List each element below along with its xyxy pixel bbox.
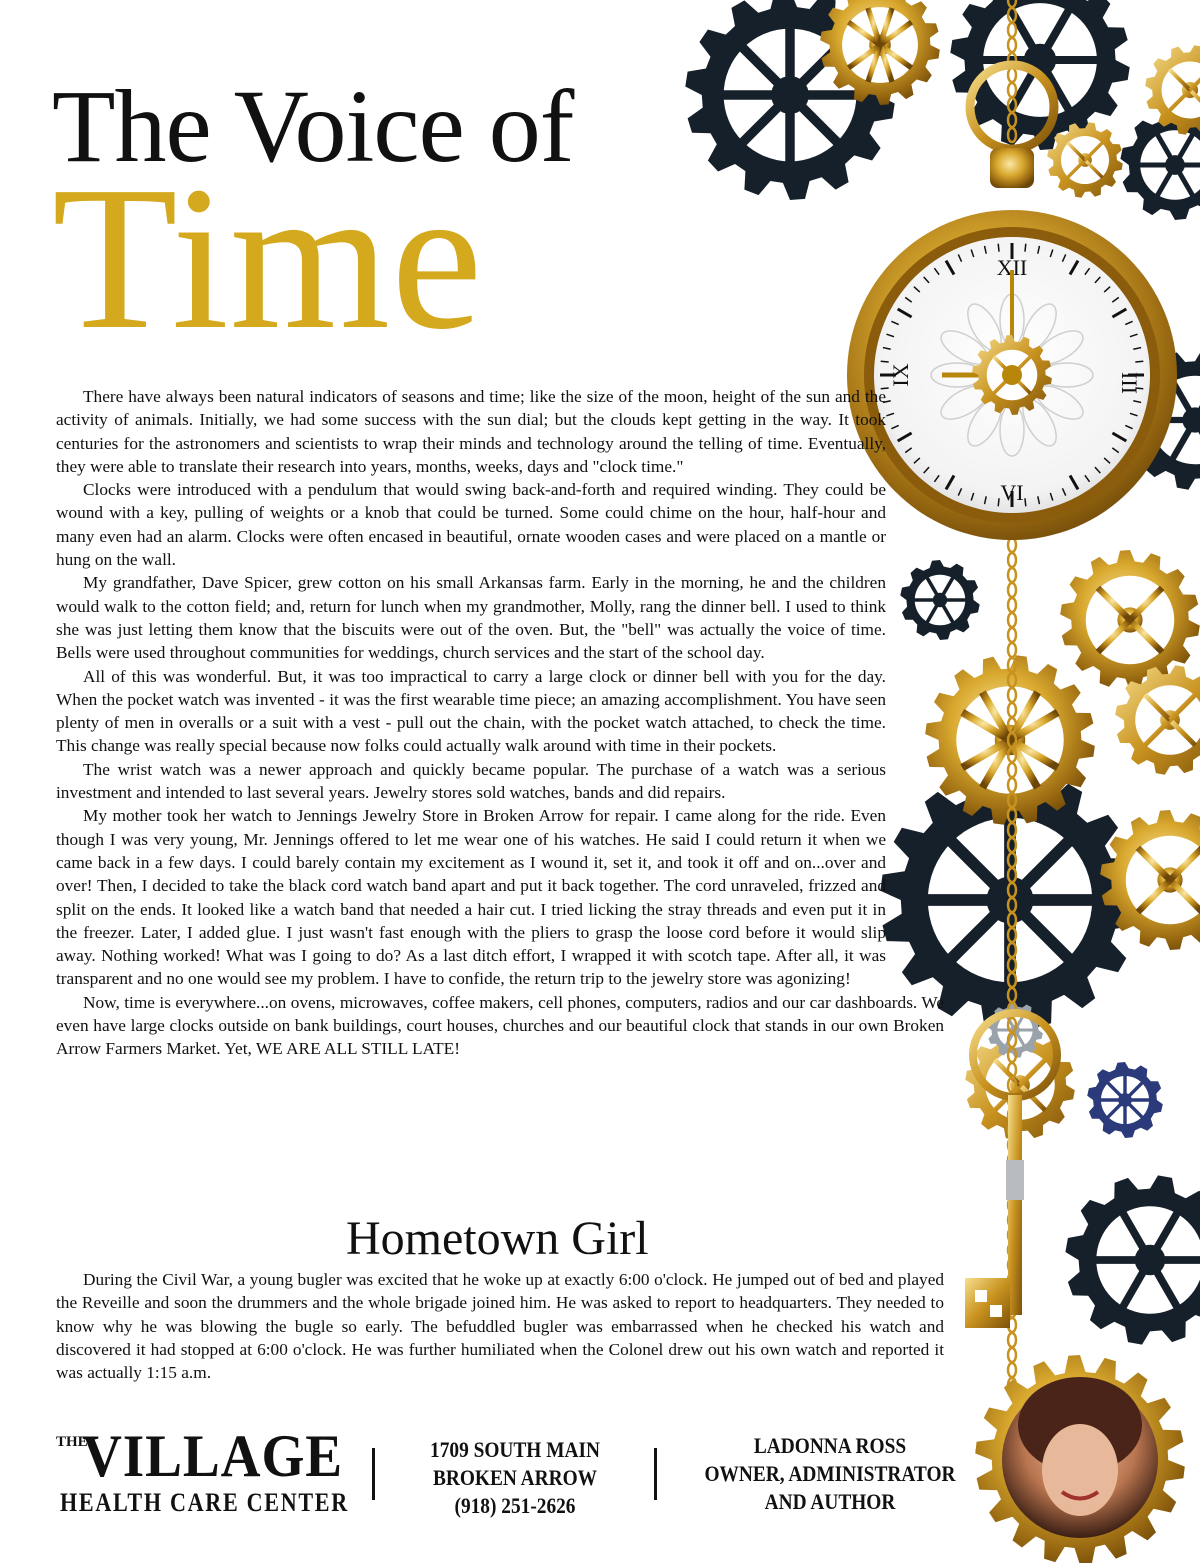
author-name: LADONNA ROSS xyxy=(753,1433,907,1458)
title-line-2: Time xyxy=(52,143,484,372)
clock-numeral: XII xyxy=(996,255,1028,280)
chain-icon xyxy=(1008,628,1016,642)
chain-icon xyxy=(1008,1333,1016,1347)
author-title-2: AND AUTHOR xyxy=(764,1489,896,1514)
chain-icon xyxy=(1008,1363,1016,1377)
logo-subtitle: HEALTH CARE CENTER xyxy=(60,1488,349,1517)
address-block xyxy=(423,1436,608,1520)
address-line-2: BROKEN ARROW xyxy=(432,1465,598,1490)
gear-icon xyxy=(900,560,979,640)
paragraph: My mother took her watch to Jennings Jewelry Store in Broken Arrow for repair. I came along for the ride. Even though I was very young, Mr. Jennings offered to let me wear one of his watches. He said I could return it when we came back in a few days. I could barely contain my excitement as I wound it, set it, and took it off and on...over and over! Then, I decided to take the black cord watch band apart and put it back together. The cord unraveled, frizzed and split on the ends. It looked like a watch band that needed a hair cut. I tried licking the stray threads and even put it in the freezer. Later, I added glue. I just wasn't fast enough with the pliers to grasp the loose cord before it would slip away. Nothing worked! What was I going to do? As a last ditch effort, I wrapped it with scotch tape. After all, it was transparent and no one would see my problem. I have to confide, the return trip to the jewelry store was agonizing! xyxy=(56,806,886,989)
divider xyxy=(372,1448,375,1500)
author-portrait xyxy=(975,1355,1185,1563)
clock-numeral: IX xyxy=(888,363,913,387)
logo-village: VILLAGE xyxy=(82,1423,344,1489)
clock-numeral: III xyxy=(1117,372,1142,394)
paragraph: My grandfather, Dave Spicer, grew cotton on his small Arkansas farm. Early in the morning, he and the children would walk to the cotton field; and, return for lunch when my grandmother, Molly, rang the dinner bell. I used to think she was just letting them know that the biscuits were out of the oven. But, the "bell" was actually the voice of time. Bells were used throughout communities for weddings, church services and the start of the school day. xyxy=(56,573,886,663)
paragraph: During the Civil War, a young bugler was excited that he woke up at exactly 6:00 o'clock. He jumped out of bed and played the Reveille and soon the drummers and the whole brigade joined him. He was asked to report to headquarters. They needed to know why he was blowing the bugle so early. The befuddled bugler was embarrassed when he checked his watch and discovered it had stopped at 6:00 o'clock. He was further humiliated when the Colonel drew out his own watch and reported it was actually 1:15 a.m. xyxy=(56,1270,944,1383)
footer xyxy=(0,1423,1000,1528)
chain-icon xyxy=(1008,538,1016,552)
chain-icon xyxy=(1008,643,1016,657)
chain-icon xyxy=(1008,1348,1016,1362)
divider xyxy=(654,1448,657,1500)
author-block xyxy=(702,1432,957,1516)
paragraph: Now, time is everywhere...on ovens, microwaves, coffee makers, cell phones, computers, radios and our car dashboards. We even have large clocks outside on bank buildings, court houses, churches and our beautiful clock that stands in our own Broken Arrow Farmers Market. Yet, WE ARE ALL STILL LATE! xyxy=(56,992,944,1059)
story-body xyxy=(56,1268,944,1384)
chain-icon xyxy=(1008,598,1016,612)
title-line-1: The Voice of xyxy=(52,69,574,184)
gear-icon xyxy=(1145,45,1200,135)
address-line-1: 1709 SOUTH MAIN xyxy=(430,1437,600,1462)
paragraph: There have always been natural indicators of seasons and time; like the size of the moon, height of the sun and the activity of animals. Initially, we had some success with the sun dial; but the clouds kept getting in the way. It took centuries for the astronomers and scientists to wrap their minds and technology around the telling of time. Eventually, they were able to translate their research into years, months, weeks, days and "clock time." xyxy=(56,387,886,476)
phone-number: (918) 251-2626 xyxy=(454,1493,576,1518)
clock-numeral: VI xyxy=(1000,480,1024,505)
gear-icon xyxy=(1087,1062,1163,1138)
section-heading: Hometown Girl xyxy=(346,1212,649,1265)
article-body xyxy=(56,385,944,1061)
paragraph: Clocks were introduced with a pendulum that would swing back-and-forth and required winding. They could be wound with a key, pulling of weights or a knob that could be turned. Some could chime on the hour, half-hour and many even had an alarm. Clocks were often encased in beautiful, ornate wooden cases and were placed on a mantle or hung on the wall. xyxy=(56,480,886,570)
paragraph: All of this was wonderful. But, it was too impractical to carry a large clock or dinner bell with you for the day. When the pocket watch was invented - it was the first wearable time piece; an amazing accomplishment. You have seen plenty of men in overalls or a suit with a vest - pull out the chain, with the pocket watch attached, to check the time. This change was really special because now folks could actually walk around with time in their pockets. xyxy=(56,666,886,756)
chain-icon xyxy=(1008,613,1016,627)
chain-icon xyxy=(1008,553,1016,567)
chain-icon xyxy=(1008,568,1016,582)
logo-the: THE xyxy=(56,1434,88,1450)
gear-icon xyxy=(1065,1175,1200,1344)
author-title-1: OWNER, ADMINISTRATOR xyxy=(704,1461,956,1486)
gear-icon xyxy=(1047,122,1123,198)
chain-icon xyxy=(1008,583,1016,597)
paragraph: The wrist watch was a newer approach and quickly became popular. The purchase of a watch was a serious investment and intended to last several years. Jewelry stores sold watches, bands and did repairs. xyxy=(56,759,886,803)
